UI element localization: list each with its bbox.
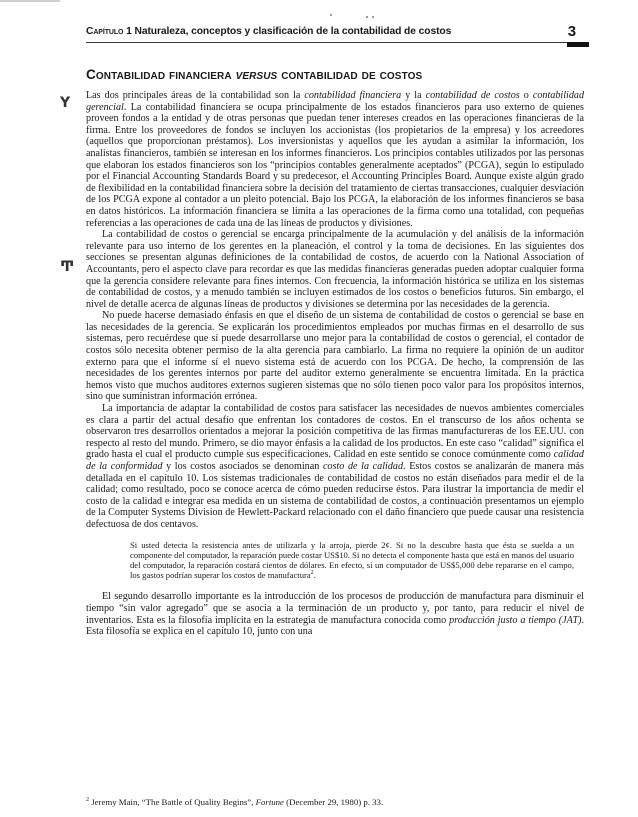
footnote-text-b: (December 29, 1980) p. 33. xyxy=(283,797,384,807)
p1-text-b: y la xyxy=(401,90,426,101)
paragraph-4 xyxy=(86,403,584,531)
section-title-versus: versus xyxy=(235,67,278,82)
footnote-reference: 2 xyxy=(310,570,314,577)
footnote-number: 2 xyxy=(86,797,89,804)
footnote xyxy=(86,797,584,807)
header-rule xyxy=(86,42,589,43)
quote-text: Si usted detecta la resistencia antes de utilizarla y la arroja, pierde 2¢. Si no la descubre hasta que ésta se suelda a un componente del computador, la reparación puede costar US$10. Si no detecta el componente hasta que está en manos del usuario del computador, la reparación costará cientos de dólares. En efecto, si un computador de US$5,000 debe repararse en el campo, los gastos podrían superar los costos de manufactura xyxy=(130,539,574,581)
paragraph-2: La contabilidad de costos o gerencial se encarga principalmente de la acumulación y del análisis de la información relevante para uso interno de los gerentes en la planeación, el control y la toma de decisiones. En las siguientes dos secciones se presentan algunas definiciones de la contabilidad de costos, de acuerdo con la National Association of Accountants, pero el aspecto clave para recordar es que las medidas financieras generadas pueden adoptar cualquier forma que la gerencia considere relevante para fines internos. Con frecuencia, la información histórica se utiliza en los sistemas de contabilidad de costos, y a menudo también se incluyen estimados de los costos o beneficios futuros. Sin embargo, el nivel de detalle acerca de algunas líneas de productos y divisiones se determina por las necesidades de la gerencia. xyxy=(86,229,584,310)
paragraph-1 xyxy=(86,90,584,229)
footnote-journal: Fortune xyxy=(255,797,284,807)
chapter-title: Naturaleza, conceptos y clasificación de la contabilidad de costos xyxy=(134,26,452,37)
p4-emphasis-1: calidad de la conformidad xyxy=(86,449,584,472)
paragraph-3: No puede hacerse demasiado énfasis en que el diseño de un sistema de contabilidad de costos o gerencial se base en las necesidades de la gerencia. Se explicarán los procedimientos empleados por muchas firmas en el desarrollo de sus sistemas, pero recuérdese que sí puede desarrollarse uno mejor para la contabilidad de costos o gerencial, el contador de costos sólo necesita obtener permiso de la alta gerencia para cambiarlo. La firma no requiere la opinión de un auditor externo para que el informe sí el nuevo sistema está de acuerdo con los PCGA. De hecho, la comprensión de las necesidades de los gerentes internos por parte del auditor externo generalmente se encuentra limitada. En la práctica hemos visto que muchos auditores externos sugieren sistemas que no sólo tienen poco valor para los propósitos internos, sino que suministran información errónea. xyxy=(86,310,584,403)
p4-emphasis-2: costo de la calidad xyxy=(322,461,404,472)
section-title xyxy=(86,67,586,82)
handwritten-margin-mark-1: Υ xyxy=(60,95,71,111)
p5-text-a: El segundo desarrollo importante es la introducción de los procesos de producción de manufactura para disminuir el tiempo “sin valor agregado” que se asocia a la terminación de un producto y, por tanto, para reducir el nivel de inventarios. Esta es la filosofía implícita en la estrategia de manufactura conocida como xyxy=(86,591,584,626)
body-text xyxy=(86,90,584,638)
section-title-part2: contabilidad de costos xyxy=(277,67,423,82)
handwritten-margin-mark-2: Ͳ xyxy=(60,259,75,275)
p1-emphasis-2: contabilidad de costos xyxy=(425,90,520,101)
p1-emphasis-1: contabilidad financiera xyxy=(304,90,402,101)
running-header xyxy=(86,23,576,40)
p4-text-b: y los costos asociados se denominan xyxy=(162,461,323,472)
chapter-label: Capítulo 1 xyxy=(86,26,132,37)
scan-edge-mark xyxy=(0,0,60,2)
block-quote: Si usted detecta la resistencia antes de utilizarla y la arroja, pierde 2¢. Si no la descubre hasta que ésta se suelda a un componente del computador, la reparación puede costar US$10. Si no detecta el componente hasta que está en manos del usuario del computador, la reparación costará cientos de dólares. En efecto, si un computador de US$5,000 debe repararse en el campo, los gastos podrían superar los costos de manufactura$^2$. xyxy=(130,539,574,581)
p4-text-c: . Estos costos se analizarán de manera más detallada en el capítulo 10. Los sistemas tradicionales de contabilidad de costos no están diseñados para medir el de la calidad; como resultado, poco se conoce acerca de cómo pueden reducirse éstos. Para ilustrar la importancia de medir el costo de la calidad e integrar esa medida en un sistema de contabilidad de costos, a continuación presentamos un ejemplo de la Computer Systems Division de Hewlett-Packard relacionado con el daño financiero que puede causar una resistencia defectuosa de dos centavos. xyxy=(86,461,584,530)
section-title-part1: Contabilidad financiera xyxy=(86,67,236,82)
p5-text-b: . Esta filosofía se explica en el capítulo 10, junto con una xyxy=(86,614,584,638)
page-number: 3 xyxy=(567,23,576,40)
paragraph-5 xyxy=(86,591,584,637)
scan-noise xyxy=(320,14,380,20)
p1-text-d: . La contabilidad financiera se ocupa principalmente de los estados financieros para uso externo de quienes proveen fondos a la entidad y de otras personas que puedan tener intereses creados en las operaciones financieras de la firma. Entre los proveedores de fondos se incluyen los accionistas (los propietarios de la empresa) y los acreedores (aquellos que proporcionan préstamos). Los inversionistas y aquellos que les ayudan a asimilar la información, los analistas financieros, también se interesan en los informes financieros. Los principios contables utilizados por las personas que elaboran los estados financieros son los “principios contables generalmente aceptados” (PCGA), según lo estipulado por el Financial Accounting Standards Board y su predecesor, el Accounting Principles Board. Aunque existe algún grado de flexibilidad en la contabilidad financiera sobre la decisión del tratamiento de ciertas transacciones, cualquier desviación de los PCGA expone al contador a un pleito potencial. Bajo los PCGA, la elaboración de los informes financieros se basa en datos históricos. La información financiera se limita a las operaciones de la firma como una totalidad, con pequeñas referencias a las operaciones de cada una de las líneas de productos y divisiones. xyxy=(86,101,584,229)
footnote-text-a: Jeremy Main, “The Battle of Quality Begins”, xyxy=(91,797,256,807)
p4-text-a: La importancia de adaptar la contabilidad de costos para satisfacer las necesidades de nuevos ambientes comerciales es clara a partir del actual desafío que enfrentan los contadores de costos. En el transcurso de los años ochenta se observaron tres desarrollos orientados a mejorar la posición competitiva de las firmas manufactureras de los EE.UU. con respecto al resto del mundo. Primero, se dio mayor énfasis a la calidad de los productos. En este caso “calidad” significa el grado hasta el cual el producto cumple sus especificaciones. Calidad en este sentido se conoce comúnmente como xyxy=(86,403,584,461)
p1-text-a: Las dos principales áreas de la contabilidad son la xyxy=(86,90,305,101)
p1-emphasis-3: contabilidad gerencial xyxy=(86,90,585,113)
header-thumb-tab xyxy=(567,42,589,47)
p5-emphasis-1: producción justo a tiempo (JAT) xyxy=(449,614,582,626)
p1-text-c: o xyxy=(519,90,533,101)
